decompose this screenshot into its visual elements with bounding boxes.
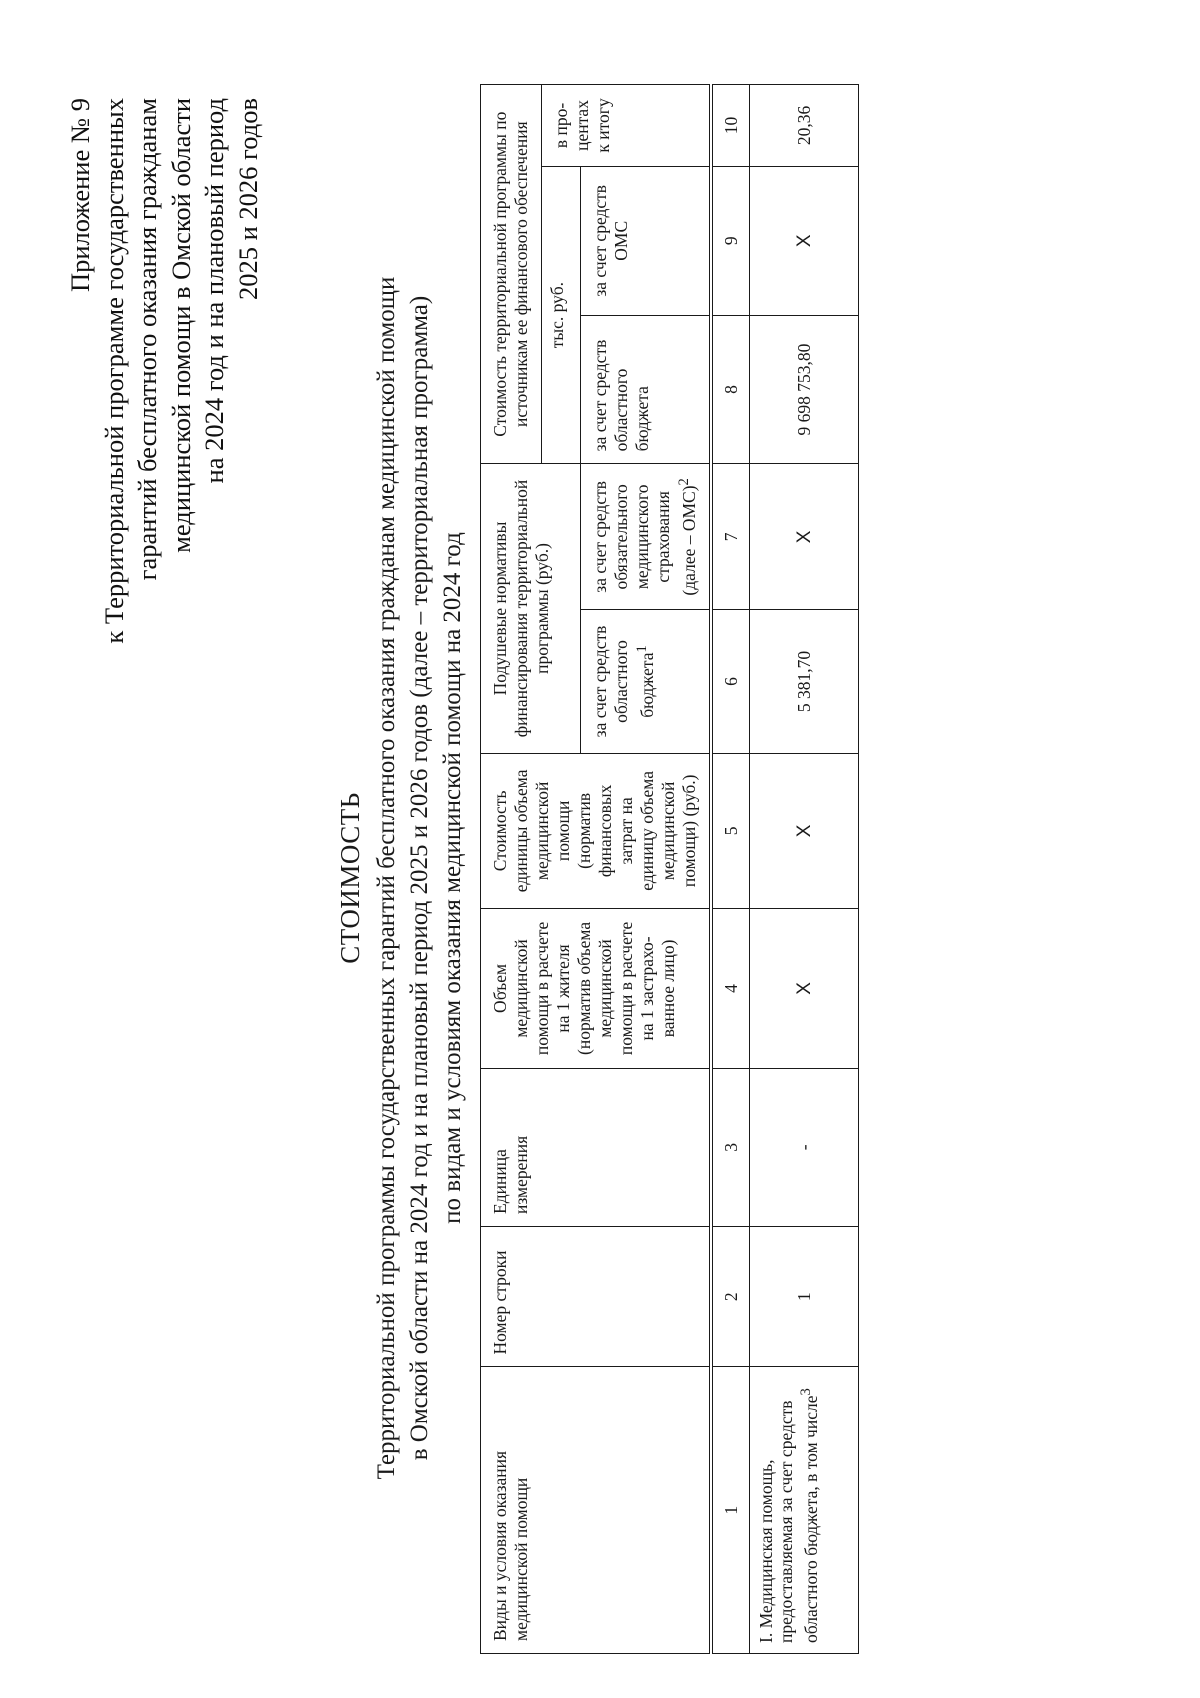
header-kinds: Виды и условия оказания медицинской помощи xyxy=(481,1367,712,1654)
header-cost-oms: за счет средств ОМС xyxy=(581,166,711,315)
row-name-text: I. Медицинская помощь, предоставляемая за счет средств областного бюджета, в том числе xyxy=(756,1395,821,1643)
row-norm-oms: X xyxy=(750,464,859,610)
appendix-line: медицинской помощи в Омской области xyxy=(165,98,196,553)
appendix-line: 2025 и 2026 годов xyxy=(232,98,263,300)
row-percent: 20,36 xyxy=(750,85,859,167)
footnote-mark: 3 xyxy=(798,1388,814,1396)
column-number: 3 xyxy=(711,1068,750,1226)
row-cost-oms: X xyxy=(750,166,859,315)
column-number: 1 xyxy=(711,1367,750,1654)
document-title: СТОИМОСТЬ xyxy=(335,792,365,964)
header-unit-cost: Стоимость единицы объема медицинской помощи (норматив финансовых затрат на единицу объема медицинской помощи) (руб.) xyxy=(481,753,712,909)
document-subtitle xyxy=(370,98,469,1658)
subtitle-line: Территориальной программы государственных гарантий бесплатного оказания гражданам медицинской помощи xyxy=(373,276,400,1480)
column-number-row xyxy=(711,85,750,1654)
subtitle-line: по видам и условиям оказания медицинской помощи на 2024 год xyxy=(439,532,466,1224)
header-line-number: Номер строки xyxy=(481,1226,712,1367)
header-program-cost: Стоимость территориальной программы по источникам ее финансового обеспечения xyxy=(481,85,542,464)
appendix-line: гарантий бесплатного оказания гражданам xyxy=(132,98,162,581)
table-row xyxy=(750,85,859,1654)
row-line-number: 1 xyxy=(750,1226,859,1367)
footnote-mark: 1 xyxy=(634,645,651,653)
column-number: 5 xyxy=(711,753,750,909)
row-cost-budget: 9 698 753,80 xyxy=(750,315,859,464)
header-norm-oms xyxy=(581,464,711,610)
column-number: 6 xyxy=(711,610,750,753)
row-name xyxy=(750,1367,859,1654)
column-number: 9 xyxy=(711,166,750,315)
header-row xyxy=(481,85,542,1654)
appendix-note xyxy=(64,98,265,738)
header-volume: Объем медицинской помощи в расчете на 1 жителя (норматив объема медицинской помощи в расчете на 1 застрахо- ванное лицо) xyxy=(481,909,712,1069)
header-norm-oms-text: за счет средств обязательного медицинского страхования (далее – ОМС) xyxy=(590,481,699,596)
header-percent: в про- центах к итогу xyxy=(542,85,712,167)
column-number: 2 xyxy=(711,1226,750,1367)
header-norm-budget xyxy=(581,610,711,753)
row-unit-cost: X xyxy=(750,753,859,909)
cost-table xyxy=(480,84,859,1654)
row-unit: - xyxy=(750,1068,859,1226)
header-thousand-rub: тыс. руб. xyxy=(542,166,581,463)
appendix-line: к Территориальной программе государственных xyxy=(98,98,129,644)
column-number: 8 xyxy=(711,315,750,464)
header-per-capita-norms: Подушевые нормативы финансирования территориальной программы (руб.) xyxy=(481,464,581,753)
header-cost-budget: за счет средств областного бюджета xyxy=(581,315,711,464)
column-number: 4 xyxy=(711,909,750,1069)
appendix-line: Приложение № 9 xyxy=(65,98,95,293)
header-unit: Единица измерения xyxy=(481,1068,712,1226)
document-page xyxy=(0,38,1200,1698)
footnote-mark: 2 xyxy=(676,478,693,486)
row-volume: X xyxy=(750,909,859,1069)
column-number: 7 xyxy=(711,464,750,610)
appendix-line: на 2024 год и на плановый период xyxy=(199,98,229,484)
column-number: 10 xyxy=(711,85,750,167)
subtitle-line: в Омской области на 2024 год и на плановый период 2025 и 2026 годов (далее – территориальная программа) xyxy=(406,295,433,1461)
header-norm-budget-text: за счет средств областного бюджета xyxy=(590,625,657,738)
row-norm-budget: 5 381,70 xyxy=(750,610,859,753)
